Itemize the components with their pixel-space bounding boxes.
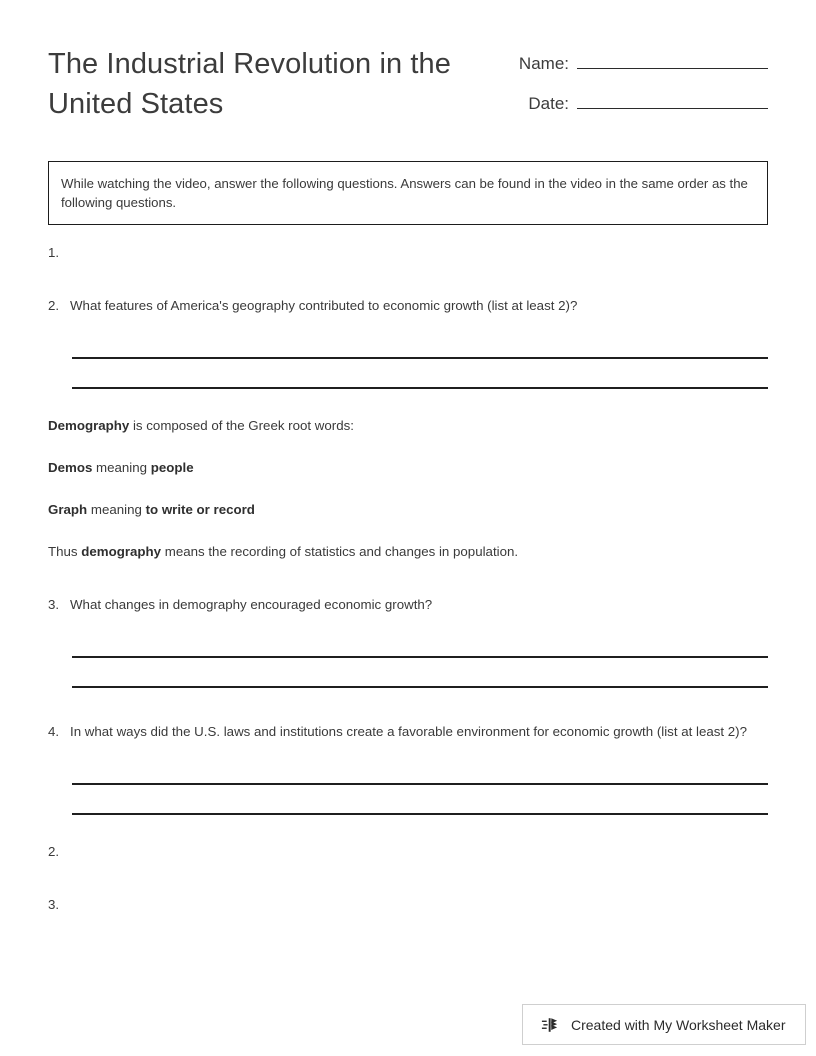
definition-meaning: to write or record bbox=[145, 502, 255, 517]
answer-line[interactable] bbox=[72, 359, 768, 389]
spacer bbox=[48, 561, 768, 595]
trailing-item-number: 2. bbox=[48, 844, 60, 859]
definition-connector: meaning bbox=[87, 502, 146, 517]
spacer bbox=[48, 688, 768, 722]
question-number: 4. bbox=[48, 724, 60, 739]
answer-lines-question-4 bbox=[48, 755, 768, 815]
answer-line[interactable] bbox=[72, 755, 768, 785]
spacer bbox=[48, 815, 768, 842]
worksheet-maker-badge-label: Created with My Worksheet Maker bbox=[571, 1016, 786, 1033]
definition-line-demography bbox=[48, 416, 768, 435]
definition-block bbox=[48, 416, 768, 561]
definition-text: is composed of the Greek root words: bbox=[129, 418, 354, 433]
question-text: What changes in demography encouraged economic growth? bbox=[70, 597, 433, 612]
worksheet-body bbox=[48, 243, 768, 914]
definition-line-demos bbox=[48, 458, 768, 477]
question-item-1 bbox=[48, 243, 768, 262]
answer-line[interactable] bbox=[72, 329, 768, 359]
definition-meaning: people bbox=[150, 460, 194, 475]
spacer bbox=[48, 262, 768, 296]
question-item-4 bbox=[48, 722, 768, 741]
definition-text: means the recording of statistics and changes in population. bbox=[161, 544, 519, 559]
answer-line[interactable] bbox=[72, 785, 768, 815]
definition-text: Thus bbox=[48, 544, 82, 559]
date-input-line[interactable] bbox=[577, 90, 768, 109]
worksheet-maker-logo-icon bbox=[541, 1014, 563, 1036]
definition-term: Graph bbox=[48, 502, 88, 517]
definition-line-summary bbox=[48, 542, 768, 561]
spacer bbox=[48, 389, 768, 416]
date-label: Date: bbox=[528, 94, 569, 113]
worksheet-header bbox=[48, 44, 768, 130]
definition-term: demography bbox=[81, 544, 162, 559]
name-input-line[interactable] bbox=[577, 50, 768, 69]
trailing-item-number: 3. bbox=[48, 897, 60, 912]
name-label: Name: bbox=[518, 54, 569, 73]
trailing-item-3 bbox=[48, 895, 768, 914]
answer-lines-question-3 bbox=[48, 628, 768, 688]
question-item-3 bbox=[48, 595, 768, 614]
page-title: The Industrial Revolution in the United States bbox=[48, 48, 451, 120]
name-date-block bbox=[500, 44, 768, 130]
question-number: 3. bbox=[48, 597, 60, 612]
question-text: What features of America's geography contributed to economic growth (list at least 2)? bbox=[70, 298, 578, 313]
worksheet-maker-badge[interactable] bbox=[522, 1004, 806, 1045]
question-number: 2. bbox=[48, 298, 60, 313]
question-text: In what ways did the U.S. laws and institutions create a favorable environment for economic growth (list at least 2)? bbox=[70, 724, 747, 739]
answer-lines-question-2 bbox=[48, 329, 768, 389]
question-item-2 bbox=[48, 296, 768, 315]
answer-line[interactable] bbox=[72, 658, 768, 688]
name-field-row bbox=[500, 50, 768, 74]
definition-term: Demography bbox=[48, 418, 130, 433]
definition-term: Demos bbox=[48, 460, 93, 475]
answer-line[interactable] bbox=[72, 628, 768, 658]
definition-connector: meaning bbox=[92, 460, 151, 475]
instructions-box: While watching the video, answer the following questions. Answers can be found in the video in the same order as the following questions. bbox=[48, 161, 768, 225]
date-field-row bbox=[500, 90, 768, 114]
definition-line-graph bbox=[48, 500, 768, 519]
trailing-item-2 bbox=[48, 842, 768, 861]
spacer bbox=[48, 861, 768, 895]
question-number: 1. bbox=[48, 245, 60, 260]
